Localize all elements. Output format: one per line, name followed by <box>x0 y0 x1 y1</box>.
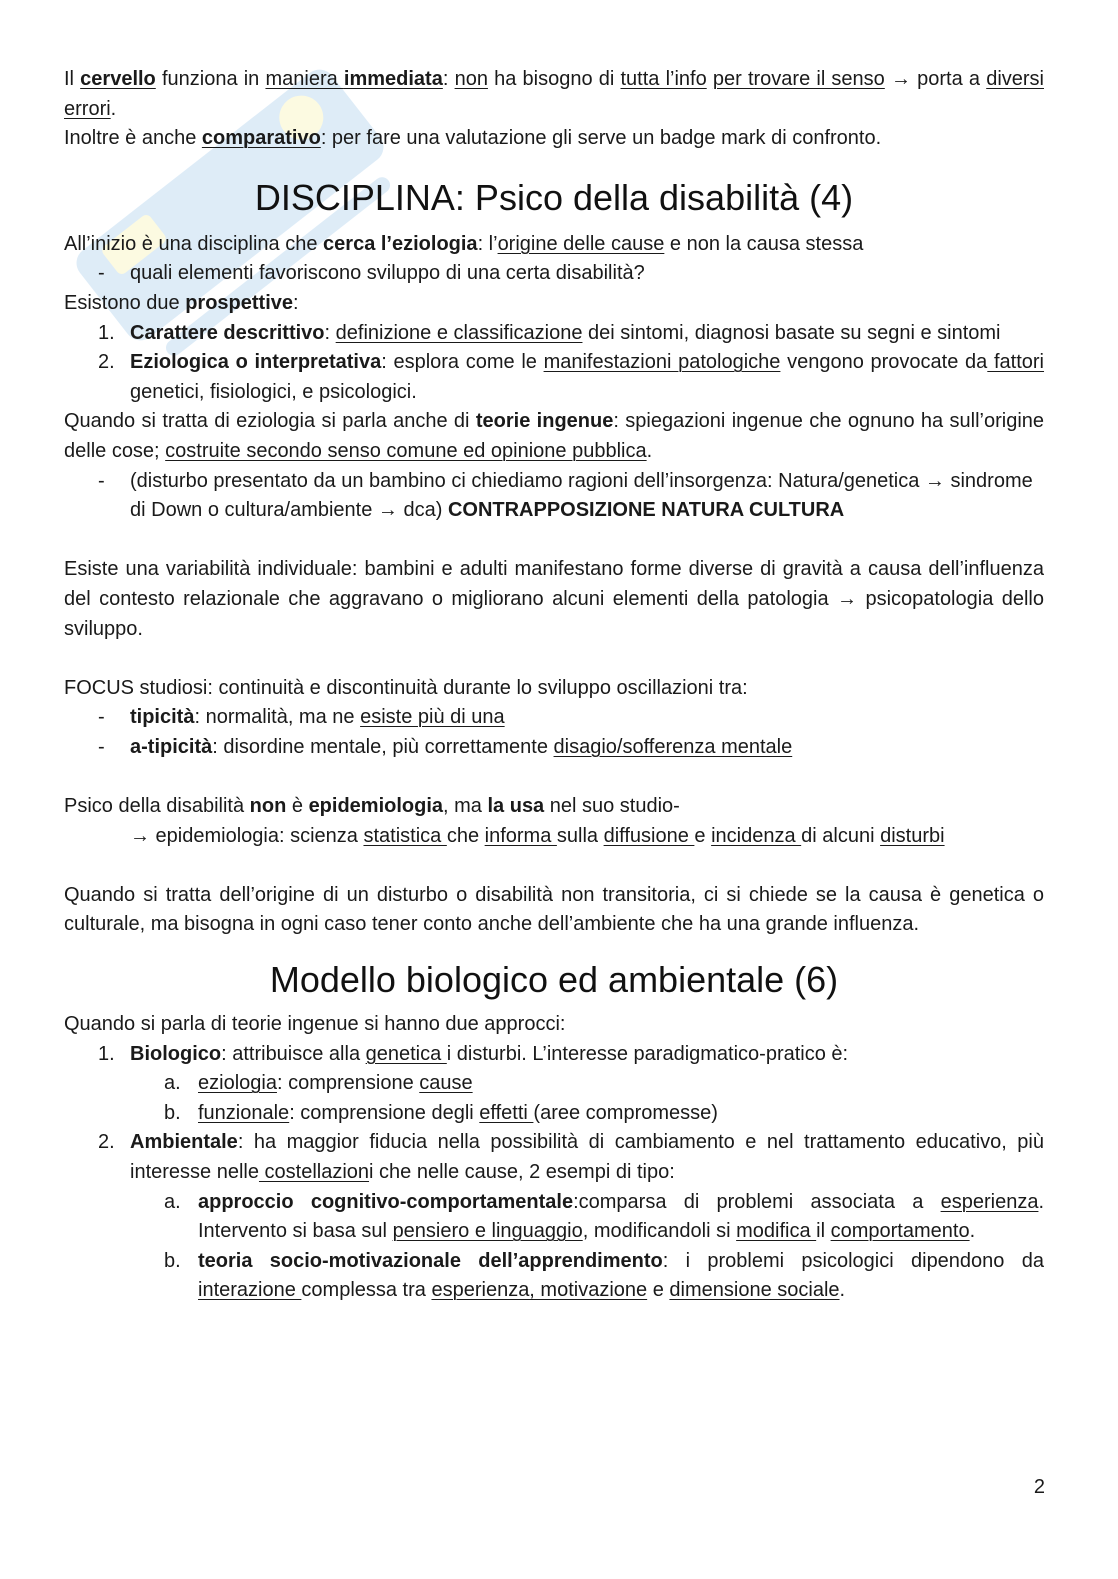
paragraph-comparativo <box>64 124 1044 154</box>
underlined-text: fattori <box>987 351 1045 374</box>
text: → porta a <box>884 68 987 90</box>
text: sulla <box>556 824 604 847</box>
text: , modificandoli si <box>582 1220 737 1243</box>
keyword: approccio cognitivo-comportamentale <box>198 1190 574 1213</box>
numbered-item <box>64 348 1044 407</box>
text: genetici, fisiologici, e psicologici. <box>130 380 417 403</box>
keyword: Biologico <box>130 1042 222 1065</box>
dash-item <box>64 733 1044 763</box>
numbered-item <box>64 1128 1044 1187</box>
text: , ma <box>443 795 488 818</box>
text: (disturbo presentato da un bambino ci chiediamo ragioni dell’insorgenza: Natura/genetica → sindrome di Down o cultura/ambiente → dca) <box>130 469 1033 522</box>
dash-item: - quali elementi favoriscono sviluppo di una certa disabilità? <box>64 259 1044 289</box>
heading-modello: Modello biologico ed ambientale (6) <box>269 959 839 1001</box>
page-number: 2 <box>1033 1476 1045 1498</box>
text: : attribuisce alla <box>221 1042 366 1065</box>
lettered-item <box>64 1247 1044 1306</box>
underlined-text: dimensione sociale <box>669 1279 840 1302</box>
item-number: 1. <box>98 321 115 344</box>
keyword: a-tipicità <box>130 735 213 758</box>
underlined-text: maniera <box>265 68 344 90</box>
paragraph-origine: Quando si tratta dell’origine di un disturbo o disabilità non transitoria, ci si chiede se la causa è genetica o culturale, ma bisogna in ogni caso tener conto anche dell’ambiente che ha una grande influenza. <box>64 883 1044 936</box>
text: e <box>694 824 712 847</box>
underlined-text: esperienza <box>940 1190 1039 1213</box>
text: :comparsa di problemi associata a <box>573 1190 941 1213</box>
keyword-immediata: immediata <box>343 68 443 90</box>
text: e non la causa stessa <box>664 232 864 255</box>
underlined-text: cause <box>419 1072 473 1095</box>
underlined-text: interazione <box>198 1279 302 1302</box>
underlined-text: per trovare il senso <box>712 68 885 90</box>
underlined-text: genetica <box>365 1042 447 1065</box>
text: : comprensione <box>276 1072 420 1095</box>
numbered-item <box>64 319 1044 349</box>
text: : ha maggior fiducia nella possibilità di cambiamento e nel trattamento educativo, più interesse nelle <box>130 1131 1044 1183</box>
text: il <box>816 1220 831 1243</box>
lettered-item <box>64 1069 1044 1099</box>
heading-disciplina: DISCIPLINA: Psico della disabilità (4) <box>254 176 854 218</box>
text: : comprensione degli <box>289 1101 480 1124</box>
keyword: epidemiologia <box>308 795 444 818</box>
item-number: 2. <box>98 1131 115 1154</box>
underlined-text: non <box>454 68 488 90</box>
numbered-item <box>64 1040 1044 1070</box>
text: funziona in <box>155 68 266 90</box>
underlined-text: pensiero e linguaggio <box>392 1220 583 1243</box>
keyword: prospettive <box>185 291 294 314</box>
text: : i problemi psicologici dipendono da <box>662 1249 1044 1272</box>
text: i che nelle cause, 2 esempi di tipo: <box>369 1161 675 1183</box>
text: : spiegazioni ingenue che ognuno ha sull’origine delle cose; <box>64 410 1045 462</box>
text: . Intervento si basa sul <box>198 1190 1044 1243</box>
keyword: la usa <box>487 795 545 818</box>
item-letter: a. <box>164 1190 181 1213</box>
text: che <box>446 824 485 847</box>
underlined-text: comportamento <box>830 1220 970 1243</box>
underlined-text: funzionale <box>198 1101 290 1124</box>
text: . <box>110 97 117 120</box>
paragraph-variabilita: Esiste una variabilità individuale: bambini e adulti manifestano forme diverse di gravità a causa dell’influenza del contesto relazionale che aggravano o migliorano alcuni elementi della patologia → psicopatologia dello sviluppo. <box>64 558 1044 640</box>
text: nel suo studio- <box>544 795 680 818</box>
item-letter: b. <box>164 1249 181 1272</box>
keyword: teorie ingenue <box>475 410 614 433</box>
underlined-text: disturbi <box>880 824 945 847</box>
text: di alcuni <box>801 824 881 847</box>
paragraph-prospettive <box>64 289 1044 319</box>
keyword: Ambientale <box>130 1131 238 1154</box>
paragraph-teorie-ingenue <box>64 407 1044 466</box>
text: i disturbi. L’interesse paradigmatico-pratico è: <box>446 1042 849 1065</box>
keyword: cerca l’eziologia <box>323 232 478 255</box>
underlined-text: costellazion <box>258 1161 370 1183</box>
paragraph-epidemiologia <box>64 792 1044 822</box>
underlined-text: costruite secondo senso comune ed opinione pubblica <box>165 439 647 462</box>
text: . <box>969 1220 976 1243</box>
keyword: non <box>249 795 287 818</box>
text: Inoltre è anche <box>64 127 202 150</box>
keyword: Eziologica o interpretativa <box>130 351 382 374</box>
text: : <box>293 291 299 314</box>
underlined-text: disagio/sofferenza mentale <box>553 735 793 758</box>
lettered-item <box>64 1188 1044 1247</box>
underlined-text: tutta l’info <box>620 68 707 90</box>
paragraph-cervello <box>64 65 1044 124</box>
text: All’inizio è una disciplina che <box>64 232 324 255</box>
underlined-text: esiste più di una <box>360 706 505 729</box>
text: : l’ <box>477 232 498 255</box>
underlined-text: diffusione <box>603 824 695 847</box>
text: → epidemiologia: scienza <box>130 824 364 847</box>
item-number: 1. <box>98 1042 115 1065</box>
item-letter: b. <box>164 1101 181 1124</box>
text: Quando si tratta di eziologia si parla anche di <box>64 410 476 433</box>
text: : <box>442 68 455 90</box>
text: è <box>286 795 309 818</box>
text: Il <box>64 68 81 90</box>
underlined-text: definizione e classificazione <box>335 321 583 344</box>
dash-item <box>64 703 1044 733</box>
underlined-text: effetti <box>479 1101 534 1124</box>
text: : disordine mentale, più correttamente <box>212 735 554 758</box>
item-letter: a. <box>164 1072 181 1095</box>
text: : per fare una valutazione gli serve un badge mark di confronto. <box>320 127 882 150</box>
keyword-comparativo: comparativo <box>201 127 321 150</box>
dash-item <box>64 467 1044 526</box>
text: : esplora come le <box>381 351 544 374</box>
document-page <box>64 65 1044 1306</box>
text: . <box>646 439 653 462</box>
underlined-text: informa <box>484 824 557 847</box>
text: vengono provocate da <box>780 351 988 374</box>
paragraph-eziologia <box>64 230 1044 260</box>
keyword: teoria socio-motivazionale dell’apprendimento <box>198 1249 663 1272</box>
paragraph-approcci: Quando si parla di teorie ingenue si hanno due approcci: <box>64 1013 566 1036</box>
paragraph-focus: FOCUS studiosi: continuità e discontinuità durante lo sviluppo oscillazioni tra: <box>64 676 748 699</box>
underlined-text: diversi errori <box>64 68 1044 120</box>
keyword: tipicità <box>130 706 195 729</box>
underlined-text: manifestazioni patologiche <box>543 351 781 374</box>
keyword: CONTRAPPOSIZIONE NATURA CULTURA <box>447 499 845 522</box>
item-number: 2. <box>98 351 115 374</box>
text: (aree compromesse) <box>533 1101 718 1124</box>
underlined-text: eziologia <box>198 1072 277 1095</box>
text: e <box>647 1279 670 1302</box>
text: complessa tra <box>301 1279 432 1302</box>
underlined-text: origine delle cause <box>497 232 665 255</box>
underlined-text: esperienza, motivazione <box>431 1279 648 1302</box>
text: dei sintomi, diagnosi basate su segni e sintomi <box>582 321 1001 344</box>
text: ha bisogno di <box>487 68 621 90</box>
underlined-text: modifica <box>736 1220 817 1243</box>
lettered-item <box>64 1099 1044 1129</box>
text: Esistono due <box>64 291 186 314</box>
paragraph-epidemiologia-def <box>64 822 1044 852</box>
text: . <box>839 1279 846 1302</box>
keyword-cervello: cervello <box>80 68 156 90</box>
text: Psico della disabilità <box>64 795 250 818</box>
underlined-text: statistica <box>363 824 447 847</box>
keyword: Carattere descrittivo <box>130 321 325 344</box>
text: : normalità, ma ne <box>194 706 361 729</box>
underlined-text: incidenza <box>711 824 802 847</box>
text: : <box>324 321 336 344</box>
